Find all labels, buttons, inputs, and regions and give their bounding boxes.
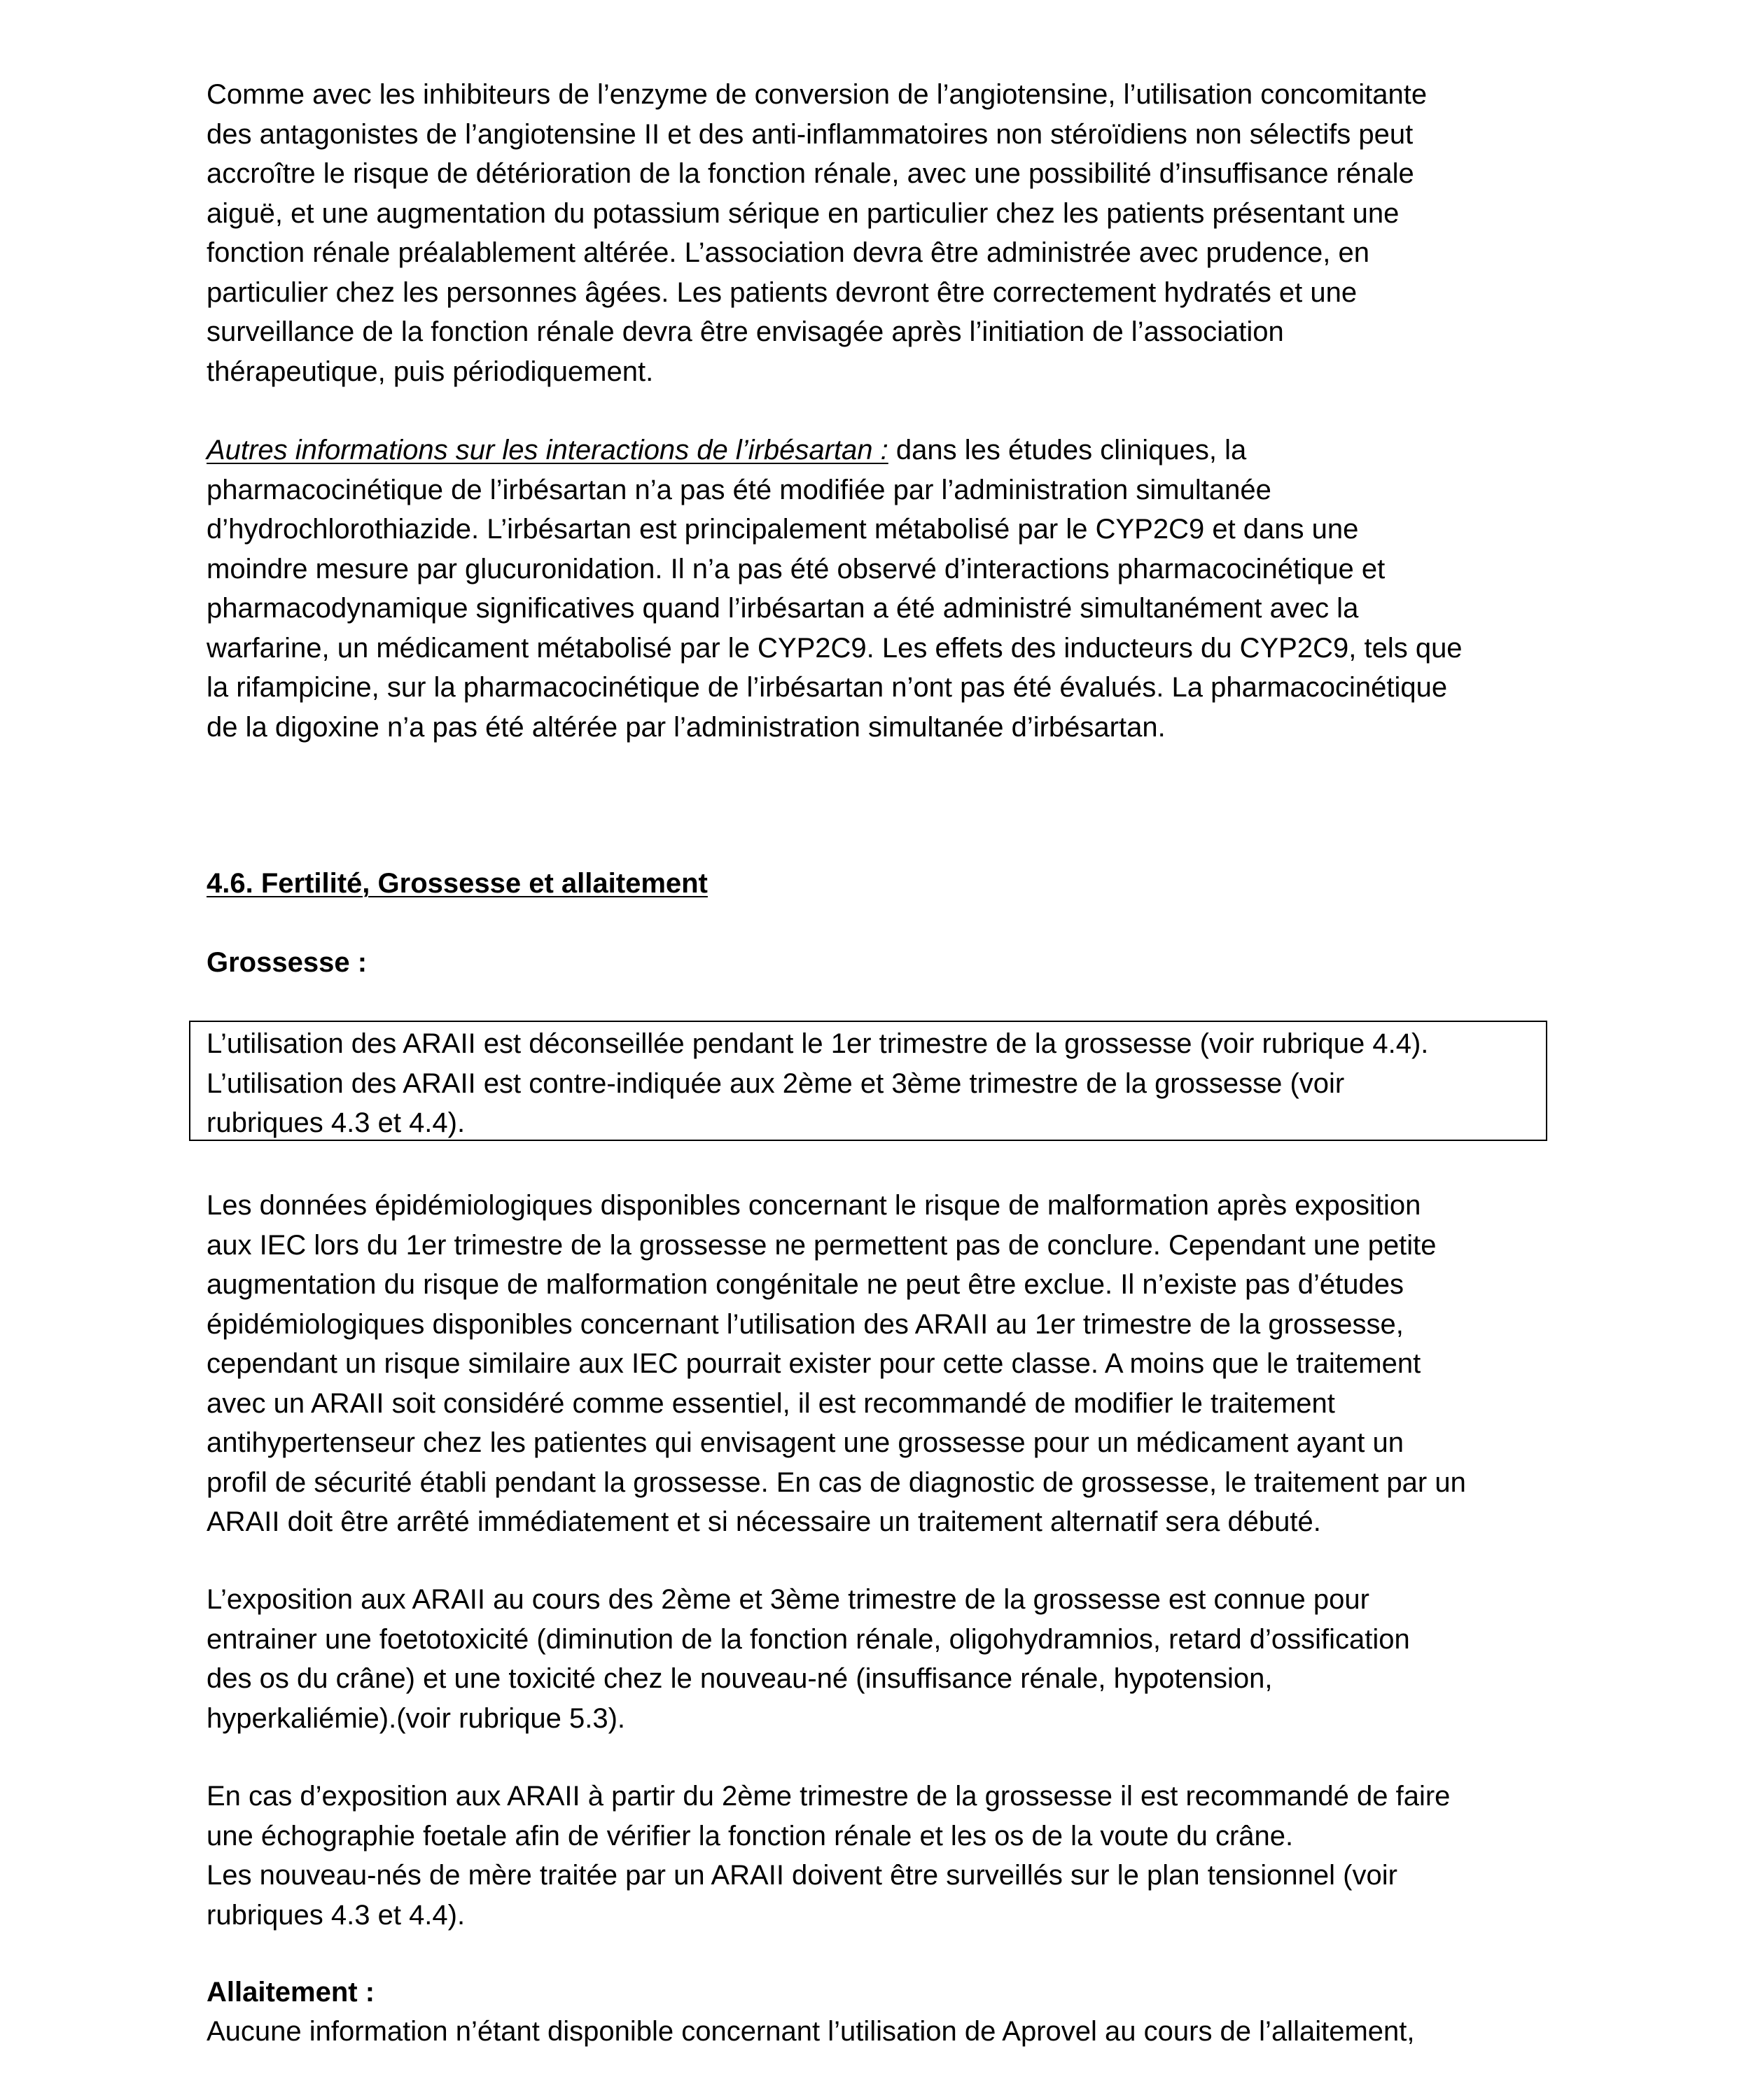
allaitement-heading	[207, 1973, 1537, 2012]
text-line: avec un ARAII soit considéré comme essentiel, il est recommandé de modifier le traitement	[207, 1387, 1335, 1419]
text-line: L’exposition aux ARAII au cours des 2ème et 3ème trimestre de la grossesse est connue pour	[207, 1584, 1369, 1615]
text-line: d’hydrochlorothiazide. L’irbésartan est principalement métabolisé par le CYP2C9 et dans une	[207, 514, 1359, 545]
paragraph-irbesartan-interactions	[207, 430, 1537, 747]
paragraph-nsaid-interaction	[207, 75, 1537, 391]
subheading-interactions: Autres informations sur les interactions de l’irbésartan :	[207, 435, 888, 465]
text-fragment: dans les études cliniques, la	[888, 435, 1247, 465]
text-line: warfarine, un médicament métabolisé par le CYP2C9. Les effets des inducteurs du CYP2C9, tels que	[207, 632, 1463, 664]
text-line: thérapeutique, puis périodiquement.	[207, 356, 654, 387]
text-line: épidémiologiques disponibles concernant l’utilisation des ARAII au 1er trimestre de la grossesse,	[207, 1308, 1404, 1340]
text-line: L’utilisation des ARAII est déconseillée pendant le 1er trimestre de la grossesse (voir rubrique 4.4).	[207, 1028, 1429, 1059]
text-line: cependant un risque similaire aux IEC pourrait exister pour cette classe. A moins que le traitement	[207, 1348, 1421, 1379]
text-line: moindre mesure par glucuronidation. Il n’a pas été observé d’interactions pharmacocinétique et	[207, 553, 1386, 584]
text-line: la rifampicine, sur la pharmacocinétique de l’irbésartan n’ont pas été évalués. La pharmacocinétique	[207, 672, 1448, 703]
grossesse-heading	[207, 943, 1537, 983]
paragraph-breastfeeding	[207, 2012, 1537, 2052]
section-title-text: 4.6. Fertilité, Grossesse et allaitement	[207, 868, 708, 899]
text-line: augmentation du risque de malformation congénitale ne peut être exclue. Il n’existe pas d’études	[207, 1269, 1404, 1300]
text-line: surveillance de la fonction rénale devra être envisagée après l’initiation de l’association	[207, 316, 1284, 347]
text-line: Comme avec les inhibiteurs de l’enzyme de conversion de l’angiotensine, l’utilisation concomitante	[207, 79, 1428, 110]
text-line: rubriques 4.3 et 4.4).	[207, 1107, 466, 1138]
text-line: de la digoxine n’a pas été altérée par l’administration simultanée d’irbésartan.	[207, 711, 1166, 743]
text-line: pharmacocinétique de l’irbésartan n’a pas été modifiée par l’administration simultanée	[207, 474, 1271, 505]
paragraph-fetotoxicity	[207, 1580, 1537, 1738]
paragraph-exposure-monitoring	[207, 1777, 1537, 1935]
text-line: profil de sécurité établi pendant la grossesse. En cas de diagnostic de grossesse, le traitement par un	[207, 1466, 1466, 1498]
paragraph-epidemiology	[207, 1186, 1537, 1542]
text-line: Les nouveau-nés de mère traitée par un ARAII doivent être surveillés sur le plan tensionnel (voir	[207, 1860, 1397, 1891]
text-line: hyperkaliémie).(voir rubrique 5.3).	[207, 1702, 626, 1734]
text-line: Les données épidémiologiques disponibles concernant le risque de malformation après exposition	[207, 1190, 1421, 1221]
text-line: particulier chez les personnes âgées. Les patients devront être correctement hydratés et une	[207, 276, 1358, 308]
text-line: entrainer une foetotoxicité (diminution de la fonction rénale, oligohydramnios, retard d’ossification	[207, 1623, 1410, 1655]
text-line	[207, 430, 1537, 470]
text-line: Aucune information n’étant disponible concernant l’utilisation de Aprovel au cours de l’allaitement,	[207, 2016, 1415, 2047]
text-line: pharmacodynamique significatives quand l’irbésartan a été administré simultanément avec la	[207, 593, 1359, 624]
section-title	[207, 864, 1537, 904]
boxed-warning-text	[207, 1024, 1537, 1143]
text-line: antihypertenseur chez les patientes qui envisagent une grossesse pour un médicament ayant un	[207, 1427, 1404, 1458]
text-line: L’utilisation des ARAII est contre-indiquée aux 2ème et 3ème trimestre de la grossesse (voir	[207, 1068, 1345, 1099]
text-line: accroître le risque de détérioration de la fonction rénale, avec une possibilité d’insuffisance rénale	[207, 158, 1414, 189]
text-line: fonction rénale préalablement altérée. L’association devra être administrée avec prudence, en	[207, 237, 1370, 268]
text-line: aiguë, et une augmentation du potassium sérique en particulier chez les patients présentant une	[207, 197, 1400, 229]
text-line: des antagonistes de l’angiotensine II et des anti-inflammatoires non stéroïdiens non sélectifs peut	[207, 118, 1414, 150]
grossesse-heading-text: Grossesse :	[207, 947, 368, 978]
text-line: En cas d’exposition aux ARAII à partir du 2ème trimestre de la grossesse il est recommandé de faire	[207, 1781, 1451, 1812]
text-line: ARAII doit être arrêté immédiatement et si nécessaire un traitement alternatif sera débuté.	[207, 1506, 1321, 1537]
text-line: rubriques 4.3 et 4.4).	[207, 1899, 466, 1931]
text-line: des os du crâne) et une toxicité chez le nouveau-né (insuffisance rénale, hypotension,	[207, 1663, 1273, 1694]
text-line: une échographie foetale afin de vérifier la fonction rénale et les os de la voute du crâne.	[207, 1820, 1294, 1851]
text-line: aux IEC lors du 1er trimestre de la grossesse ne permettent pas de conclure. Cependant une petite	[207, 1229, 1437, 1261]
allaitement-heading-text: Allaitement :	[207, 1977, 375, 2008]
